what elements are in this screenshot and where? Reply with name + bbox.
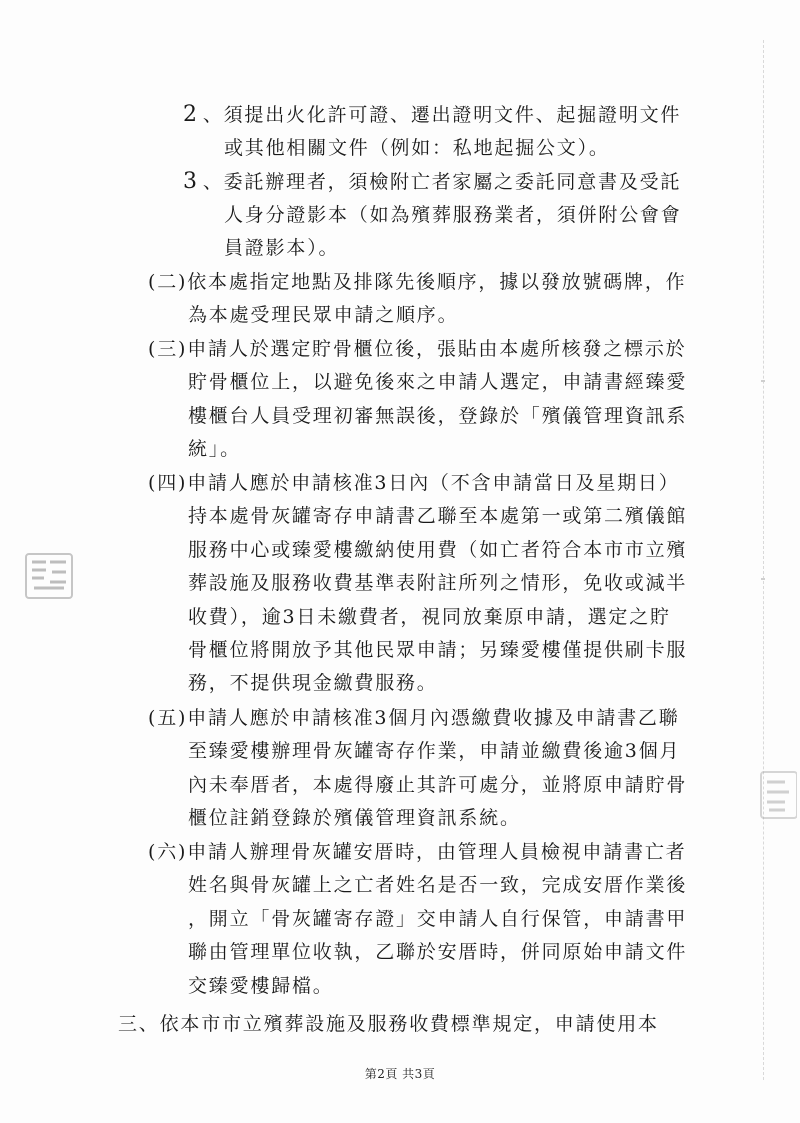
seal-stamp-icon xyxy=(22,548,76,604)
doc-line-9: 貯骨櫃位上，以避免後來之申請人選定，申請書經臻愛 xyxy=(188,371,688,393)
doc-line-3 xyxy=(183,170,681,194)
doc-line-22: 櫃位註銷登錄於殯儀管理資訊系統。 xyxy=(188,807,521,829)
doc-line-21: 內未奉厝者，本處得廢止其許可處分，並將原申請貯骨 xyxy=(188,774,688,796)
margin-tick xyxy=(761,380,765,382)
doc-line-20: 至臻愛樓辦理骨灰罐寄存作業，申請並繳費後逾3個月 xyxy=(188,740,681,762)
doc-line-1 xyxy=(183,103,681,127)
doc-line-15: 葬設施及服務收費基準表附註所列之情形，免收或減半 xyxy=(188,572,688,594)
doc-line-14: 服務中心或臻愛樓繳納使用費（如亡者符合本市市立殯 xyxy=(188,539,688,561)
doc-line-25: ，開立「骨灰罐寄存證」交申請人自行保管，申請書甲 xyxy=(188,908,688,930)
doc-line-4: 人身分證影本（如為殯葬服務業者，須併附公會會 xyxy=(224,204,682,226)
doc-line-6: (二)依本處指定地點及排隊先後順序，據以發放號碼牌，作 xyxy=(148,271,687,293)
doc-line-11: 統」。 xyxy=(188,438,241,460)
page-number-footer: 第2頁 共3頁 xyxy=(364,1067,436,1081)
doc-line-18: 務，不提供現金繳費服務。 xyxy=(188,672,438,694)
doc-line-16: 收費），逾3日未繳費者，視同放棄原申請，選定之貯 xyxy=(188,606,671,628)
doc-line-23: (六)申請人辦理骨灰罐安厝時，由管理人員檢視申請書亡者 xyxy=(148,841,687,863)
line-text: 、委託辦理者，須檢附亡者家屬之委託同意書及受託 xyxy=(202,171,682,193)
binding-line xyxy=(763,40,764,1080)
doc-line-28: 三、依本市市立殯葬設施及服務收費標準規定，申請使用本 xyxy=(118,1013,659,1035)
doc-line-2: 或其他相關文件（例如：私地起掘公文）。 xyxy=(224,137,610,159)
doc-line-5: 員證影本）。 xyxy=(224,237,340,259)
item-number: 3 xyxy=(183,169,199,194)
doc-line-26: 聯由管理單位收執，乙聯於安厝時，併同原始申請文件 xyxy=(188,941,688,963)
doc-line-24: 姓名與骨灰罐上之亡者姓名是否一致，完成安厝作業後 xyxy=(188,874,688,896)
margin-tick xyxy=(761,578,765,580)
doc-line-12: (四)申請人應於申請核准3日內（不含申請當日及星期日） xyxy=(148,472,680,494)
doc-line-7: 為本處受理民眾申請之順序。 xyxy=(188,304,459,326)
doc-line-27: 交臻愛樓歸檔。 xyxy=(188,975,334,997)
line-text: 、須提出火化許可證、遷出證明文件、起掘證明文件 xyxy=(202,104,682,126)
doc-line-8: (三)申請人於選定貯骨櫃位後，張貼由本處所核發之標示於 xyxy=(148,338,687,360)
item-number: 2 xyxy=(183,102,199,127)
partial-seal-stamp-icon xyxy=(757,768,797,822)
doc-line-13: 持本處骨灰罐寄存申請書乙聯至本處第一或第二殯儀館 xyxy=(188,505,688,527)
doc-line-10: 樓櫃台人員受理初審無誤後，登錄於「殯儀管理資訊系 xyxy=(188,405,688,427)
doc-line-19: (五)申請人應於申請核准3個月內憑繳費收據及申請書乙聯 xyxy=(148,707,680,729)
doc-line-17: 骨櫃位將開放予其他民眾申請；另臻愛樓僅提供刷卡服 xyxy=(188,639,688,661)
